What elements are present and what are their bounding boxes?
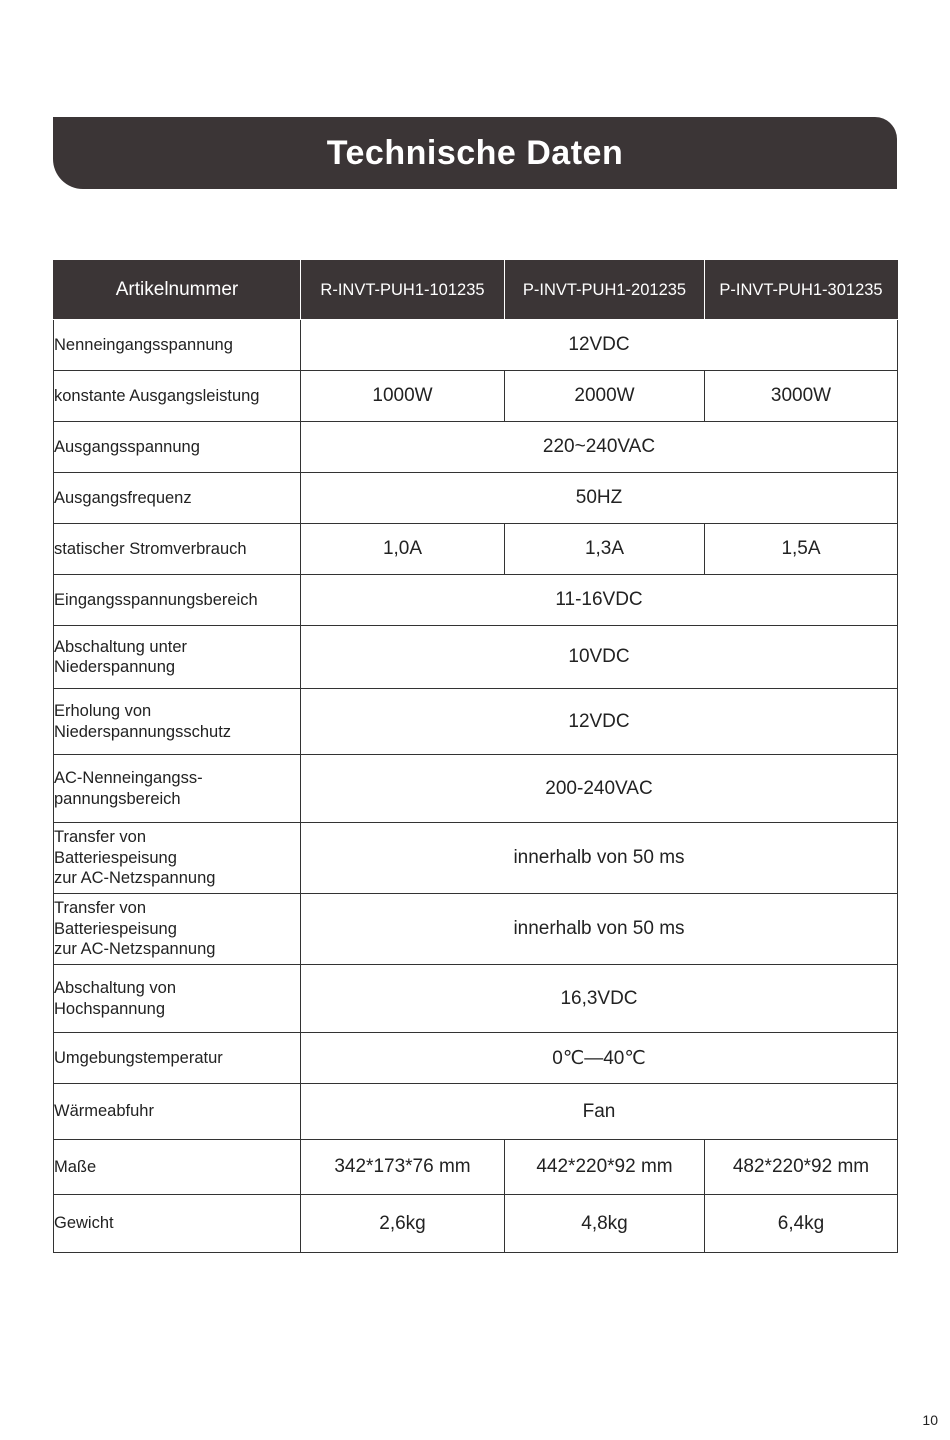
header-label: Artikelnummer (54, 261, 301, 320)
table-row (54, 473, 898, 524)
row-value: innerhalb von 50 ms (301, 823, 898, 894)
spec-table-body (54, 320, 898, 1253)
row-value: 0℃—40℃ (301, 1033, 898, 1084)
row-value: 1,3A (505, 524, 705, 575)
row-label: Nenneingangsspannung (54, 320, 301, 371)
row-label: Abschaltung von Hochspannung (54, 965, 301, 1033)
row-label: konstante Ausgangsleistung (54, 371, 301, 422)
row-label: Gewicht (54, 1195, 301, 1253)
row-value: 342*173*76 mm (301, 1140, 505, 1195)
table-row (54, 755, 898, 823)
row-value: 2,6kg (301, 1195, 505, 1253)
spec-table (53, 260, 898, 1253)
row-value: 2000W (505, 371, 705, 422)
row-label: Erholung von Niederspannungsschutz (54, 689, 301, 755)
row-value: 1000W (301, 371, 505, 422)
row-value: innerhalb von 50 ms (301, 894, 898, 965)
table-row (54, 1033, 898, 1084)
row-value: 11-16VDC (301, 575, 898, 626)
row-value: 442*220*92 mm (505, 1140, 705, 1195)
row-value: 50HZ (301, 473, 898, 524)
page-number: 10 (922, 1412, 938, 1428)
table-header-row (54, 261, 898, 320)
row-label: AC-Nenneingangss- pannungsbereich (54, 755, 301, 823)
table-row (54, 422, 898, 473)
row-value: 12VDC (301, 689, 898, 755)
row-label: Umgebungstemperatur (54, 1033, 301, 1084)
row-value: 220~240VAC (301, 422, 898, 473)
header-model: R-INVT-PUH1-101235 (301, 261, 505, 320)
row-value: 3000W (705, 371, 898, 422)
table-row (54, 965, 898, 1033)
row-label: Ausgangsspannung (54, 422, 301, 473)
table-row (54, 575, 898, 626)
table-row (54, 1195, 898, 1253)
row-value: 482*220*92 mm (705, 1140, 898, 1195)
row-value: 10VDC (301, 626, 898, 689)
row-value: 16,3VDC (301, 965, 898, 1033)
table-row (54, 689, 898, 755)
table-row (54, 1084, 898, 1140)
row-label: Transfer von Batteriespeisung zur AC-Netzspannung (54, 823, 301, 894)
row-value: 12VDC (301, 320, 898, 371)
table-row (54, 371, 898, 422)
row-value: 200-240VAC (301, 755, 898, 823)
row-value: 1,0A (301, 524, 505, 575)
row-label: statischer Stromverbrauch (54, 524, 301, 575)
row-label: Maße (54, 1140, 301, 1195)
table-row (54, 524, 898, 575)
table-row (54, 626, 898, 689)
table-row (54, 1140, 898, 1195)
row-value: Fan (301, 1084, 898, 1140)
row-value: 4,8kg (505, 1195, 705, 1253)
header-model: P-INVT-PUH1-201235 (505, 261, 705, 320)
row-label: Abschaltung unter Niederspannung (54, 626, 301, 689)
row-label: Transfer von Batteriespeisung zur AC-Netzspannung (54, 894, 301, 965)
header-model: P-INVT-PUH1-301235 (705, 261, 898, 320)
table-row (54, 894, 898, 965)
title-banner (53, 117, 897, 189)
table-row (54, 320, 898, 371)
row-label: Ausgangsfrequenz (54, 473, 301, 524)
row-value: 6,4kg (705, 1195, 898, 1253)
row-label: Eingangsspannungsbereich (54, 575, 301, 626)
row-value: 1,5A (705, 524, 898, 575)
page-title: Technische Daten (326, 133, 624, 172)
row-label: Wärmeabfuhr (54, 1084, 301, 1140)
table-row (54, 823, 898, 894)
